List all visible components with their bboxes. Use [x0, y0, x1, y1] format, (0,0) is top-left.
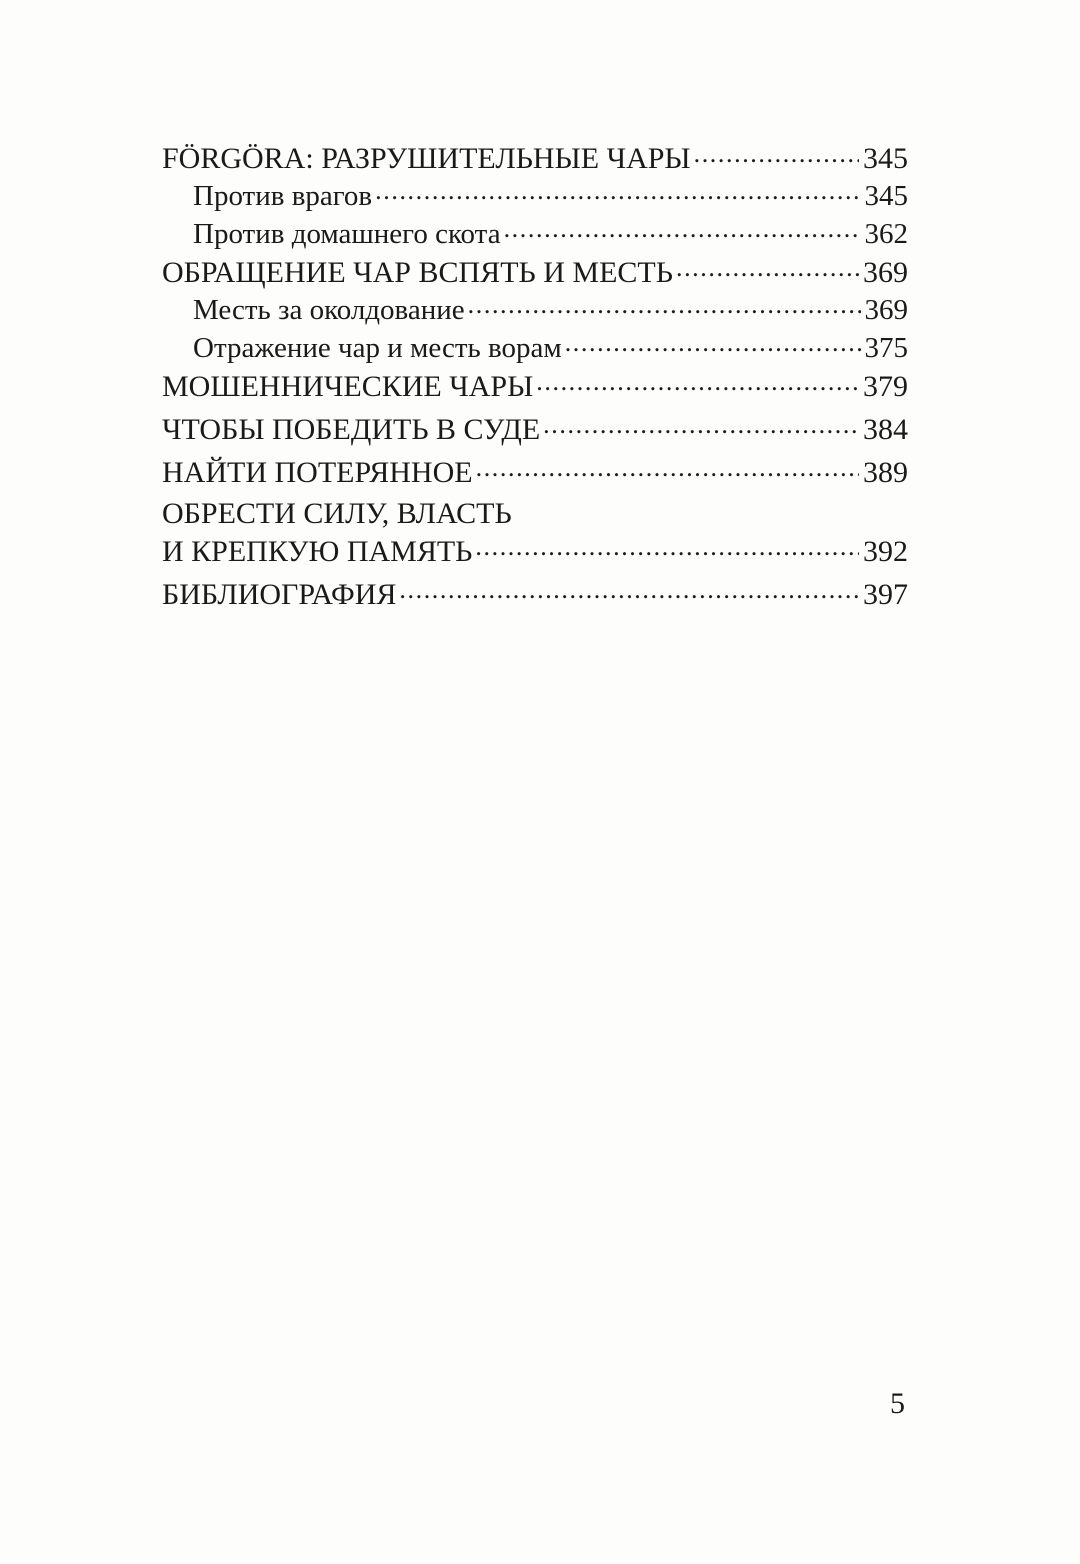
- toc-entry-page: 345: [863, 142, 908, 175]
- dot-leader: [676, 252, 859, 282]
- dot-leader: [536, 366, 859, 396]
- toc-entry-page: 389: [863, 456, 908, 489]
- dot-leader: [476, 452, 859, 482]
- toc-entry-page: 345: [864, 180, 908, 212]
- toc-entry-title: МОШЕННИЧЕСКИЕ ЧАРЫ: [162, 370, 534, 403]
- table-of-contents: [162, 136, 908, 615]
- toc-entry[interactable]: [162, 366, 908, 407]
- toc-entry-title: Против домашнего скота: [193, 218, 501, 250]
- toc-entry-page: 369: [864, 294, 908, 326]
- toc-entry-title: ЧТОБЫ ПОБЕДИТЬ В СУДЕ: [162, 413, 541, 446]
- toc-entry-page: 392: [863, 535, 908, 568]
- toc-subentry[interactable]: [162, 176, 908, 214]
- dot-leader: [399, 574, 859, 604]
- toc-entry-page: 369: [863, 256, 908, 289]
- toc-subentry[interactable]: [162, 290, 908, 328]
- toc-entry-page: 379: [863, 370, 908, 403]
- toc-subentry[interactable]: [162, 328, 908, 366]
- toc-entry-title: Месть за околдование: [193, 294, 465, 326]
- toc-entry[interactable]: [162, 252, 908, 293]
- dot-leader: [468, 290, 861, 319]
- toc-entry[interactable]: [162, 409, 908, 450]
- toc-entry-title: НАЙТИ ПОТЕРЯННОЕ: [162, 456, 473, 489]
- dot-leader: [694, 138, 859, 168]
- toc-entry[interactable]: [162, 138, 908, 179]
- toc-entry-page: 375: [864, 332, 908, 364]
- toc-entry[interactable]: [162, 574, 908, 615]
- toc-subentry[interactable]: [162, 214, 908, 252]
- toc-entry-title: И КРЕПКУЮ ПАМЯТЬ: [162, 535, 473, 568]
- toc-entry-title: Отражение чар и месть ворам: [193, 332, 562, 364]
- dot-leader: [375, 176, 860, 205]
- toc-entry-last-line: [162, 531, 908, 572]
- dot-leader: [565, 328, 861, 357]
- page-number: 5: [890, 1387, 905, 1420]
- toc-entry-title: ОБРАЩЕНИЕ ЧАР ВСПЯТЬ И МЕСТЬ: [162, 256, 673, 289]
- toc-entry-title-line1: ОБРЕСТИ СИЛУ, ВЛАСТЬ: [162, 497, 512, 530]
- dot-leader: [543, 409, 859, 439]
- toc-entry[interactable]: [162, 452, 908, 493]
- toc-entry-page: 384: [863, 413, 908, 446]
- toc-entry[interactable]: [162, 495, 908, 572]
- dot-leader: [504, 214, 861, 243]
- dot-leader: [475, 531, 859, 561]
- toc-entry-page: 397: [863, 578, 908, 611]
- toc-entry-title: FÖRGÖRA: РАЗРУШИТЕЛЬНЫЕ ЧАРЫ: [162, 142, 691, 175]
- toc-entry-title: БИБЛИОГРАФИЯ: [162, 578, 397, 611]
- toc-entry-page: 362: [864, 218, 908, 250]
- toc-entry-title: Против врагов: [193, 180, 373, 212]
